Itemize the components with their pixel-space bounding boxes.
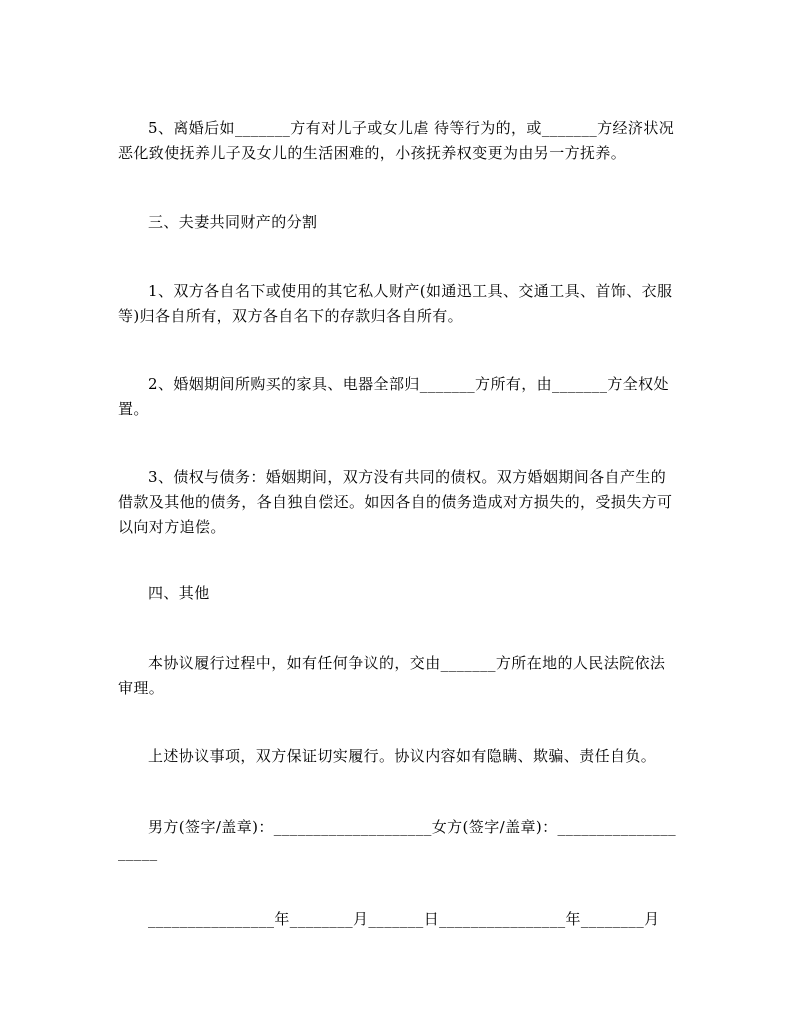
heading-section-three: 三、夫妻共同财产的分割 (148, 213, 318, 231)
paragraph-private-property: 1、双方各自名下或使用的其它私人财产(如通迅工具、交通工具、首饰、衣服等)归各自所有，双方各自名下的存款归各自所有。 (118, 282, 673, 325)
paragraph-debts: 3、债权与债务：婚姻期间，双方没有共同的债权。双方婚姻期间各自产生的借款及其他的债务，各自独自偿还。如因各自的债务造成对方损失的，受损失方可以向对方追偿。 (118, 468, 673, 536)
paragraph-dates: ________________年________月_______日________________年________月 (148, 910, 660, 928)
paragraph-jurisdiction: 本协议履行过程中，如有任何争议的，交由_______方所在地的人民法院依法审理。 (118, 654, 666, 697)
heading-section-four: 四、其他 (148, 584, 210, 602)
paragraph-custody-change: 5、离婚后如_______方有对儿子或女儿虐 待等行为的，或_______方经济状况恶化致使抚养儿子及女儿的生活困难的，小孩抚养权变更为由另一方抚养。 (118, 119, 675, 162)
paragraph-household-property: 2、婚姻期间所购买的家具、电器全部归_______方所有，由_______方全权处置。 (118, 375, 669, 418)
paragraph-commitment: 上述协议事项，双方保证切实履行。协议内容如有隐瞒、欺骗、责任自负。 (148, 747, 657, 765)
paragraph-signatures: 男方(签字/盖章)：____________________女方(签字/盖章)：____________________ (118, 818, 677, 861)
